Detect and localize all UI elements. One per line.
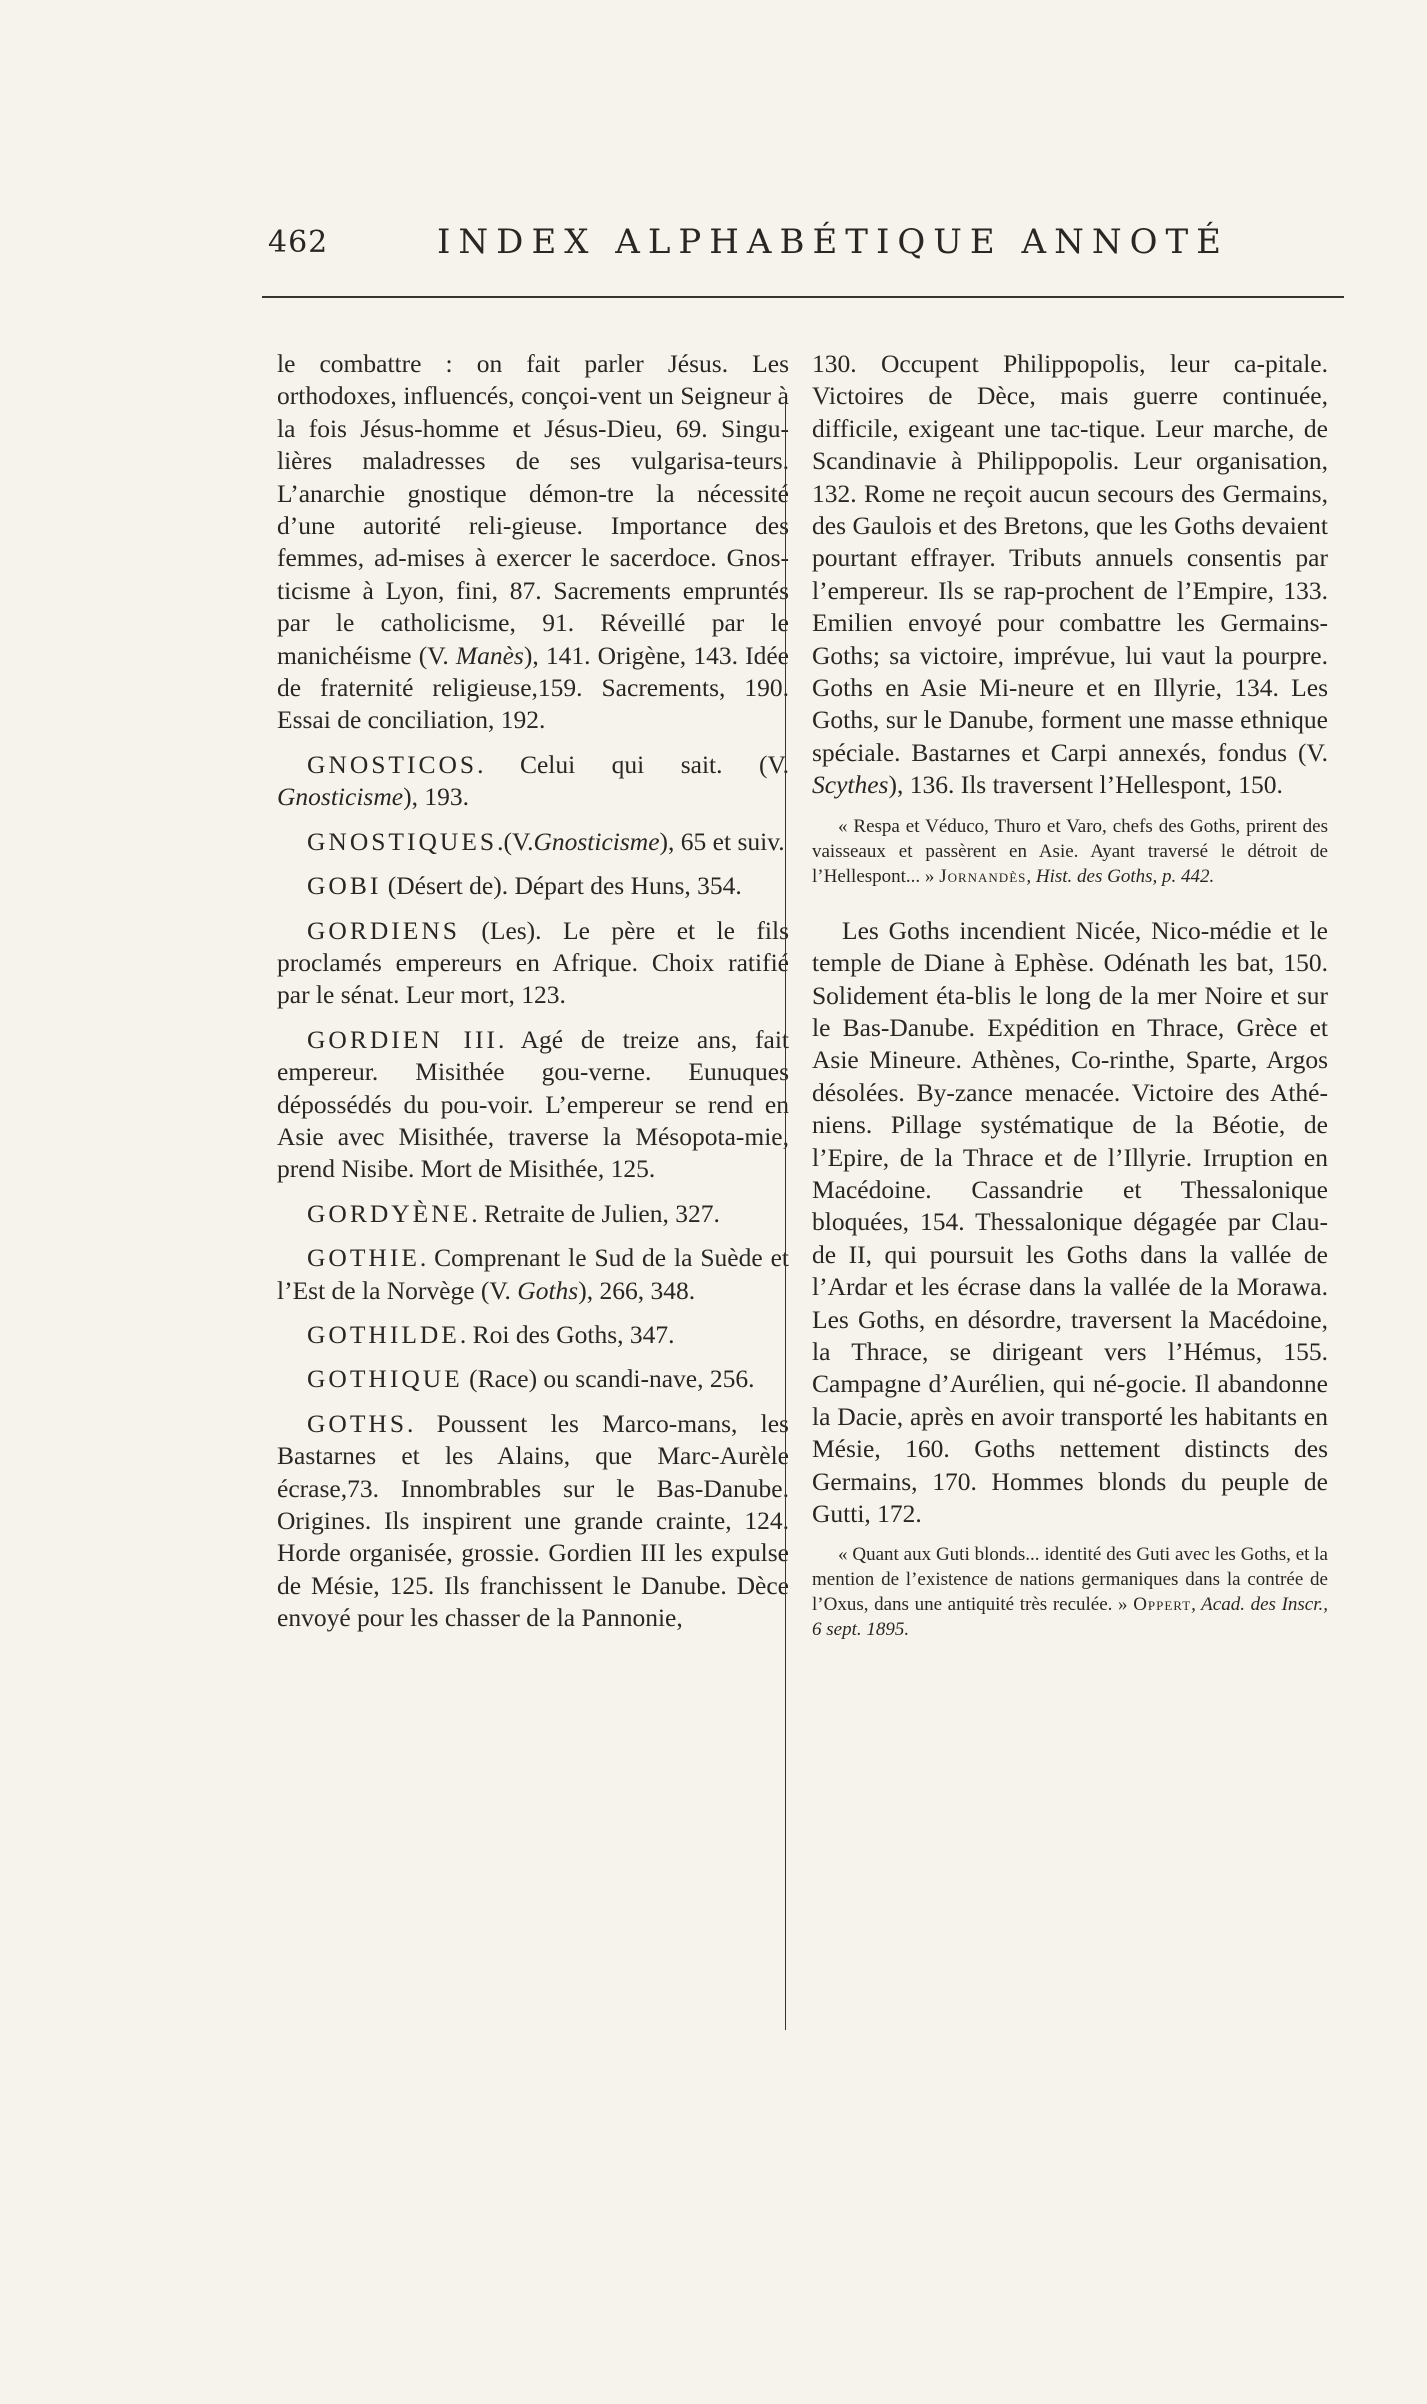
- entry-head: GNOSTIQUES: [307, 826, 498, 856]
- entry-gnostiques: GNOSTIQUES.(V.Gnosticisme), 65 et suiv.: [307, 826, 785, 856]
- entry-gothique: GOTHIQUE (Race) ou scandi-nave, 256.: [307, 1364, 755, 1394]
- entry-gordiens: GORDIENS (Les). Le père et le fils proclamés empereurs en Afrique. Choix ratifié par le sénat. Leur mort, 123.: [277, 915, 789, 1010]
- quote-source: , Acad. des Inscr., 6 sept. 1895.: [812, 1594, 1329, 1641]
- entry-continuation: le combattre : on fait parler Jésus. Les orthodoxes, influencés, conçoi-vent un Seigneur à la fois Jésus-homme et Jésus-Dieu, 69. Singu-lières maladresses de ses vulgarisa-teurs. L’anarchie gnostique démon-tre la nécessité d’une autorité reli-gieuse. Importance des femmes, ad-mises à exercer le sacerdoce. Gnos-ticisme à Lyon, fini, 87. Sacrements empruntés par le catholicisme, 91. Réveillé par le manichéisme (V. Manès), 141. Origène, 143. Idée de fraternité religieuse,159. Sacrements, 190. Essai de conciliation, 192.: [277, 349, 789, 735]
- entry-gordyene: GORDYÈNE. Retraite de Julien, 327.: [307, 1198, 720, 1228]
- column-divider: [785, 400, 786, 2030]
- quote-author: Oppert: [1133, 1594, 1192, 1616]
- header-rule: [262, 296, 1344, 298]
- entry-head: GOTHILDE: [307, 1319, 460, 1349]
- left-column: [277, 348, 789, 1647]
- quote-oppert: « Quant aux Guti blonds... identité des Guti avec les Goths, et la mention de l’existence de nations germaniques dans la contrée de l’Oxus, dans une antiquité très reculée. » Oppert, Acad. des Inscr., 6 sept. 1895.: [812, 1544, 1329, 1641]
- entry-head: GORDIENS: [307, 915, 460, 945]
- entry-goths-paragraph: Les Goths incendient Nicée, Nico-médie et le temple de Diane à Ephèse. Odénath les bat, 150. Solidement éta-blis le long de la mer Noire et sur le Bas-Danube. Expédition en Thrace, Grèce et Asie Mineure. Athènes, Co-rinthe, Sparte, Argos désolées. By-zance menacée. Victoire des Athé-niens. Pillage systématique de la Béotie, de l’Epire, de la Thrace et de l’Illyrie. Irruption en Macédoine. Cassandrie et Thessalonique bloquées, 154. Thessalonique dégagée par Clau-de II, qui poursuit les Goths dans la vallée de l’Ardar et les écrase dans la vallée de la Morawa. Les Goths, en désordre, traversent la Macédoine, la Thrace, se dirigeant vers l’Hémus, 155. Campagne d’Aurélien, qui né-gocie. Il abandonne la Dacie, après en avoir transporté les habitants en Mésie, 160. Goths nettement distincts des Germains, 170. Hommes blonds du peuple de Gutti, 172.: [812, 915, 1328, 1528]
- entry-gobi: GOBI (Désert de). Départ des Huns, 354.: [307, 871, 742, 901]
- running-title: INDEX ALPHABÉTIQUE ANNOTÉ: [437, 222, 1229, 262]
- entry-head: GOTHIQUE: [307, 1364, 463, 1394]
- entry-gothilde: GOTHILDE. Roi des Goths, 347.: [307, 1319, 675, 1349]
- entry-goths-continued: 130. Occupent Philippopolis, leur ca-pitale. Victoires de Dèce, mais guerre continuée, difficile, exigeant une tac-tique. Leur marche, de Scandinavie à Philippopolis. Leur organisation, 132. Rome ne reçoit aucun secours des Germains, des Gaulois et des Bretons, que les Goths devaient pourtant effrayer. Tributs annuels consentis par l’empereur. Ils se rap-prochent de l’Empire, 133. Emilien envoyé pour combattre les Germains-Goths; sa victoire, imprévue, lui vaut la pourpre. Goths en Asie Mi-neure et en Illyrie, 134. Les Goths, sur le Danube, forment une masse ethnique spéciale. Bastarnes et Carpi annexés, fondus (V. Scythes), 136. Ils traversent l’Hellespont, 150.: [812, 349, 1328, 800]
- entry-head: GORDIEN III: [307, 1024, 498, 1054]
- entry-head: GOBI: [307, 871, 382, 901]
- quote-jornandes: « Respa et Véduco, Thuro et Varo, chefs des Goths, prirent des vaisseaux et passèrent en Asie. Ayant traversé le détroit de l’Hellespont... » Jornandès, Hist. des Goths, p. 442.: [812, 815, 1328, 887]
- quote-source: , Hist. des Goths, p. 442.: [1026, 865, 1215, 887]
- right-column: [812, 348, 1328, 1668]
- entry-gordien-iii: GORDIEN III. Agé de treize ans, fait empereur. Misithée gou-verne. Eunuques dépossédés du pou-voir. L’empereur se rend en Asie avec Misithée, traverse la Mésopota-mie, prend Nisibe. Mort de Misithée, 125.: [277, 1024, 789, 1184]
- entry-gnosticos: GNOSTICOS. Celui qui sait. (V. Gnosticisme), 193.: [277, 749, 789, 812]
- entry-head: GOTHS: [307, 1408, 408, 1438]
- entry-head: GORDYÈNE: [307, 1198, 472, 1228]
- quote-author: Jornandès: [939, 865, 1027, 887]
- entry-head: GOTHIE: [307, 1243, 420, 1273]
- entry-head: GNOSTICOS: [307, 749, 478, 779]
- entry-goths: GOTHS. Poussent les Marco-mans, les Bastarnes et les Alains, que Marc-Aurèle écrase,73. Innombrables sur le Bas-Danube. Origines. Ils inspirent une grande crainte, 124. Horde organisée, grossie. Gordien III les expulse de Mésie, 125. Ils franchissent le Danube. Dèce envoyé pour les chasser de la Pannonie,: [277, 1408, 789, 1633]
- entry-gothie: GOTHIE. Comprenant le Sud de la Suède et l’Est de la Norvège (V. Goths), 266, 348.: [277, 1243, 789, 1305]
- page-number: 462: [268, 225, 329, 260]
